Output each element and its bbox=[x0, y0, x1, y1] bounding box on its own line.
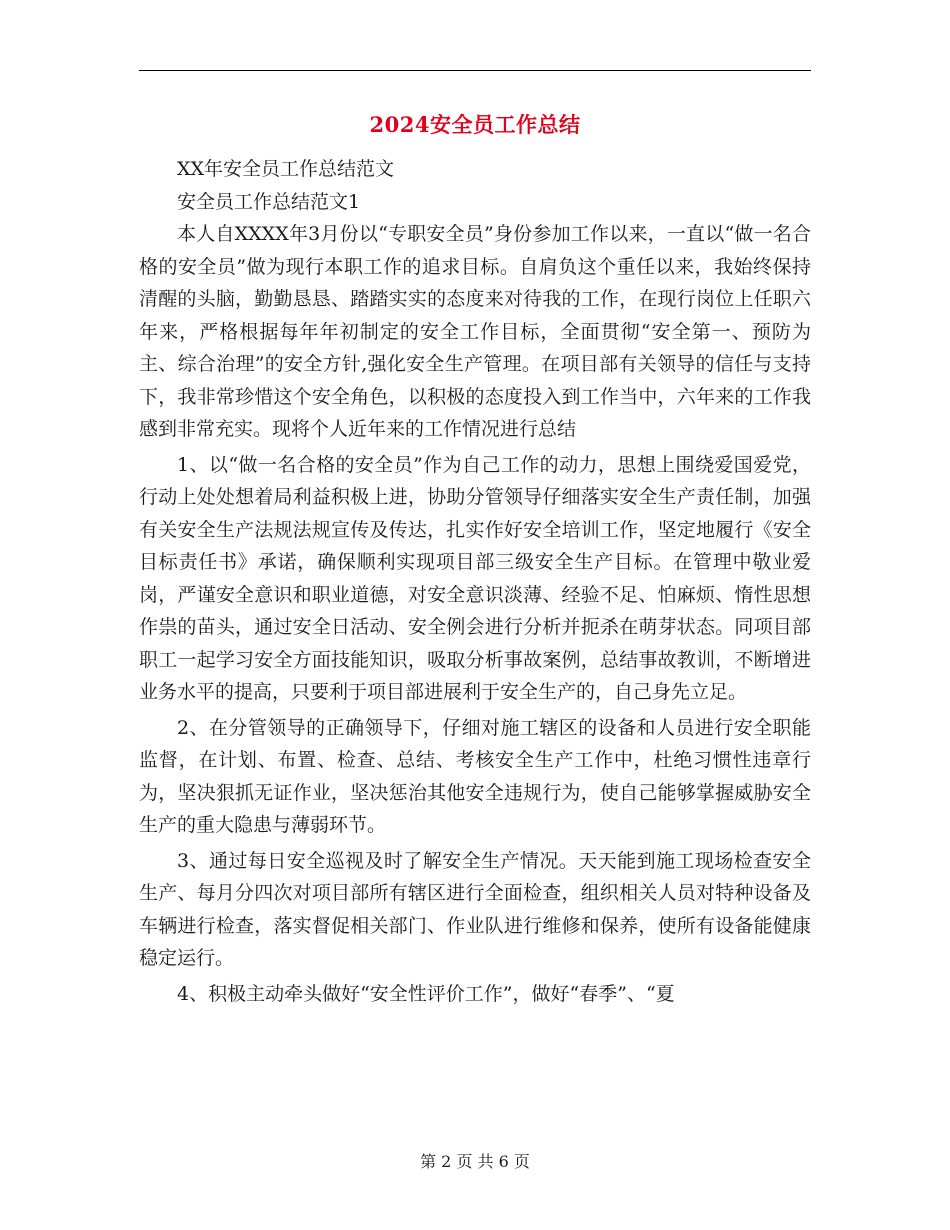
footer-suffix: 页 bbox=[513, 1152, 530, 1171]
footer-current-page: 2 bbox=[441, 1152, 452, 1171]
body-paragraph: 4、积极主动牵头做好“安全性评价工作”，做好“春季”、“夏 bbox=[177, 982, 675, 1005]
footer-total-pages: 6 bbox=[498, 1152, 509, 1171]
body-paragraph: 2、在分管领导的正确领导下，仔细对施工辖区的设备和人员进行安全职能监督，在计划、布置、检查、总结、考核安全生产工作中，杜绝习惯性违章行为，坚决狠抓无证作业，坚决惩治其他安全违规行为，使自己能够掌握威胁安全生产的重大隐患与薄弱环节。 bbox=[139, 716, 811, 836]
section-heading: 安全员工作总结范文1 bbox=[177, 190, 361, 213]
body-paragraph: 本人自XXXX年3月份以“专职安全员”身份参加工作以来，一直以“做一名合格的安全员”做为现行本职工作的追求目标。自肩负这个重任以来，我始终保持清醒的头脑，勤勤恳恳、踏踏实实的态度来对待我的工作，在现行岗位上任职六年来，严格根据每年年初制定的安全工作目标，全面贯彻“安全第一、预防为主、综合治理”的安全方针,强化安全生产管理。在项目部有关领导的信任与支持下，我非常珍惜这个安全角色，以积极的态度投入到工作当中，六年来的工作我感到非常充实。现将个人近年来的工作情况进行总结 bbox=[139, 223, 811, 440]
footer-middle: 页 共 bbox=[456, 1152, 494, 1171]
subtitle-line: XX年安全员工作总结范文 bbox=[177, 158, 395, 180]
body-paragraph: 3、通过每日安全巡视及时了解安全生产情况。天天能到施工现场检查安全生产、每月分四次对项目部所有辖区进行全面检查，组织相关人员对特种设备及车辆进行检查，落实督促相关部门、作业队进行维修和保养，使所有设备能健康稳定运行。 bbox=[139, 849, 811, 969]
document-title: 2024安全员工作总结 bbox=[369, 112, 581, 137]
footer-prefix: 第 bbox=[420, 1152, 437, 1171]
document-body bbox=[139, 153, 811, 1010]
page-footer bbox=[0, 1150, 950, 1174]
header-rule bbox=[139, 70, 811, 71]
body-paragraph: 1、以“做一名合格的安全员”作为自己工作的动力，思想上围绕爱国爱党，行动上处处想着局利益积极上进，协助分管领导仔细落实安全生产责任制，加强有关安全生产法规法规宣传及传达，扎实作好安全培训工作，坚定地履行《安全目标责任书》承诺，确保顺利实现项目部三级安全生产目标。在管理中敬业爱岗，严谨安全意识和职业道德，对安全意识淡薄、经验不足、怕麻烦、惰性思想作祟的苗头，通过安全日活动、安全例会进行分析并扼杀在萌芽状态。同项目部职工一起学习安全方面技能知识，吸取分析事故案例，总结事故教训，不断增进业务水平的提高，只要利于项目部进展利于安全生产的，自己身先立足。 bbox=[139, 453, 811, 703]
